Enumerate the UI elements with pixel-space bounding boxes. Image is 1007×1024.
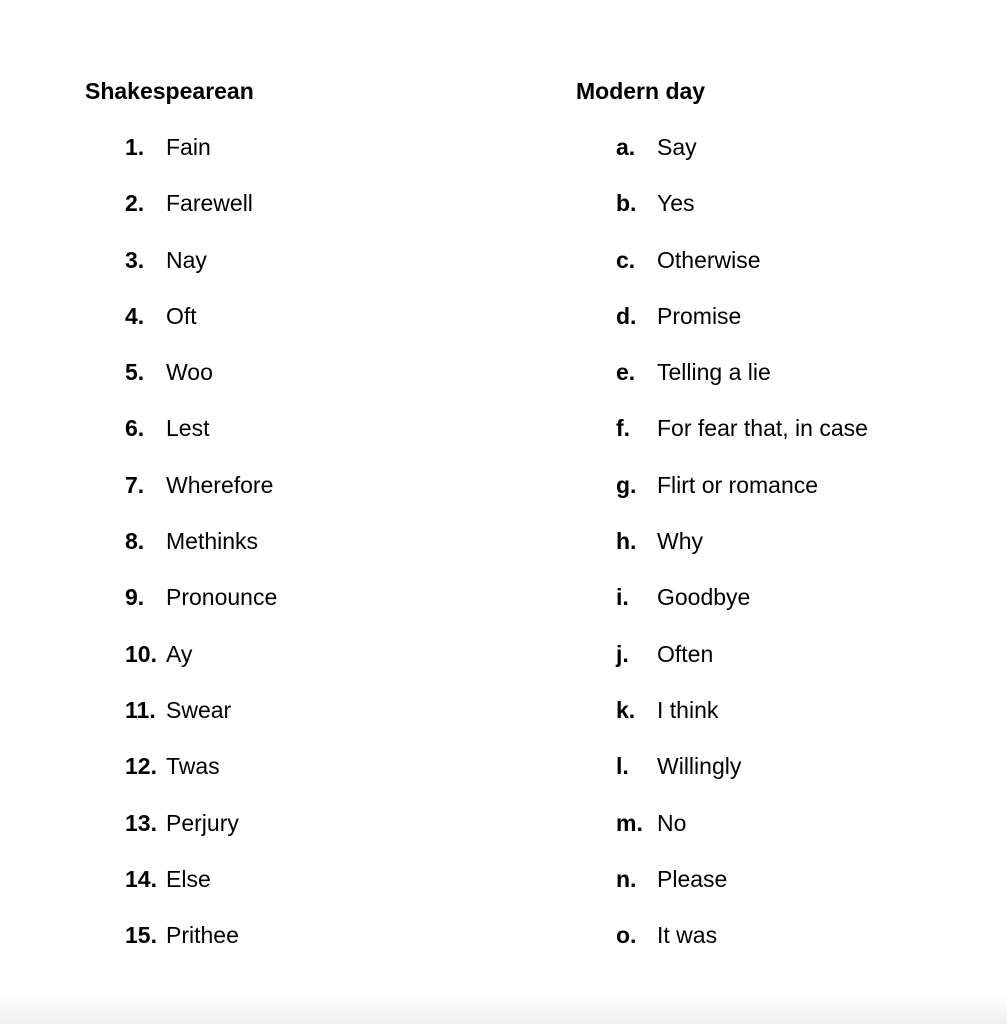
item-letter: h.	[616, 528, 637, 555]
item-number: 15.	[125, 922, 157, 949]
modern-meaning: I think	[657, 696, 719, 723]
modern-day-column	[576, 76, 868, 976]
shakespearean-term: Oft	[166, 302, 197, 329]
item-number: 5.	[125, 359, 145, 386]
shakespearean-term: Methinks	[166, 528, 259, 555]
list-item	[576, 526, 868, 582]
list-item	[85, 582, 277, 638]
modern-meaning: Often	[657, 640, 714, 667]
list-item	[85, 188, 277, 244]
item-letter: f.	[616, 415, 631, 442]
modern-meaning: For fear that, in case	[657, 415, 868, 442]
item-number: 14.	[125, 865, 157, 892]
item-letter: c.	[616, 246, 636, 273]
list-item	[85, 695, 277, 751]
list-item	[576, 132, 868, 188]
item-number: 7.	[125, 471, 145, 498]
shakespearean-term: Prithee	[166, 922, 239, 949]
item-letter: m.	[616, 809, 643, 836]
modern-meaning: It was	[657, 922, 718, 949]
list-item	[85, 864, 277, 920]
list-item	[576, 864, 868, 920]
item-letter: j.	[616, 640, 629, 667]
modern-day-list	[576, 132, 868, 976]
list-item	[576, 301, 868, 357]
item-letter: l.	[616, 753, 629, 780]
list-item	[576, 695, 868, 751]
item-number: 3.	[125, 246, 145, 273]
modern-meaning: Say	[657, 134, 697, 160]
list-item	[576, 751, 868, 807]
modern-meaning: Please	[657, 865, 728, 892]
shakespearean-term: Fain	[166, 134, 211, 160]
shakespearean-term: Ay	[166, 640, 193, 667]
page-bottom-edge	[0, 994, 1007, 1024]
item-letter: o.	[616, 922, 637, 949]
item-number: 8.	[125, 528, 145, 555]
item-letter: n.	[616, 865, 637, 892]
list-item	[576, 808, 868, 864]
list-item	[576, 245, 868, 301]
item-letter: g.	[616, 471, 637, 498]
list-item	[85, 639, 277, 695]
shakespearean-heading: Shakespearean	[85, 78, 254, 104]
shakespearean-term: Swear	[166, 696, 232, 723]
item-number: 13.	[125, 809, 157, 836]
list-item	[85, 301, 277, 357]
item-number: 4.	[125, 302, 145, 329]
modern-meaning: Flirt or romance	[657, 471, 819, 498]
item-number: 10.	[125, 640, 157, 667]
item-number: 11.	[125, 696, 156, 723]
list-item	[576, 357, 868, 413]
modern-day-heading: Modern day	[576, 78, 706, 104]
list-item	[85, 413, 277, 469]
list-item	[576, 413, 868, 469]
item-number: 9.	[125, 584, 145, 611]
modern-meaning: Goodbye	[657, 584, 751, 611]
item-letter: d.	[616, 302, 637, 329]
item-letter: i.	[616, 584, 629, 611]
item-number: 6.	[125, 415, 145, 442]
item-letter: b.	[616, 190, 637, 217]
modern-meaning: No	[657, 809, 687, 836]
item-letter: k.	[616, 696, 636, 723]
list-item	[85, 132, 277, 188]
item-letter: a.	[616, 134, 636, 160]
list-item	[576, 582, 868, 638]
shakespearean-term: Lest	[166, 415, 210, 442]
shakespearean-term: Pronounce	[166, 584, 278, 611]
modern-meaning: Why	[657, 528, 703, 555]
list-item	[85, 245, 277, 301]
shakespearean-column	[85, 76, 277, 976]
list-item	[576, 920, 868, 976]
shakespearean-term: Else	[166, 865, 211, 892]
item-letter: e.	[616, 359, 636, 386]
item-number: 12.	[125, 753, 157, 780]
list-item	[85, 920, 277, 976]
shakespearean-term: Perjury	[166, 809, 239, 836]
modern-meaning: Promise	[657, 302, 742, 329]
list-item	[85, 526, 277, 582]
modern-meaning: Telling a lie	[657, 359, 771, 386]
shakespearean-term: Wherefore	[166, 471, 274, 498]
shakespearean-term: Nay	[166, 246, 207, 273]
list-item	[85, 808, 277, 864]
list-item	[85, 751, 277, 807]
list-item	[576, 188, 868, 244]
shakespearean-term: Woo	[166, 359, 213, 386]
list-item	[85, 357, 277, 413]
list-item	[576, 639, 868, 695]
list-item	[576, 470, 868, 526]
modern-meaning: Otherwise	[657, 246, 761, 273]
list-item	[85, 470, 277, 526]
shakespearean-term: Twas	[166, 753, 220, 780]
modern-meaning: Willingly	[657, 753, 742, 780]
modern-meaning: Yes	[657, 190, 695, 217]
shakespearean-term: Farewell	[166, 190, 253, 217]
item-number: 1.	[125, 134, 145, 160]
shakespearean-list	[85, 132, 277, 976]
item-number: 2.	[125, 190, 145, 217]
